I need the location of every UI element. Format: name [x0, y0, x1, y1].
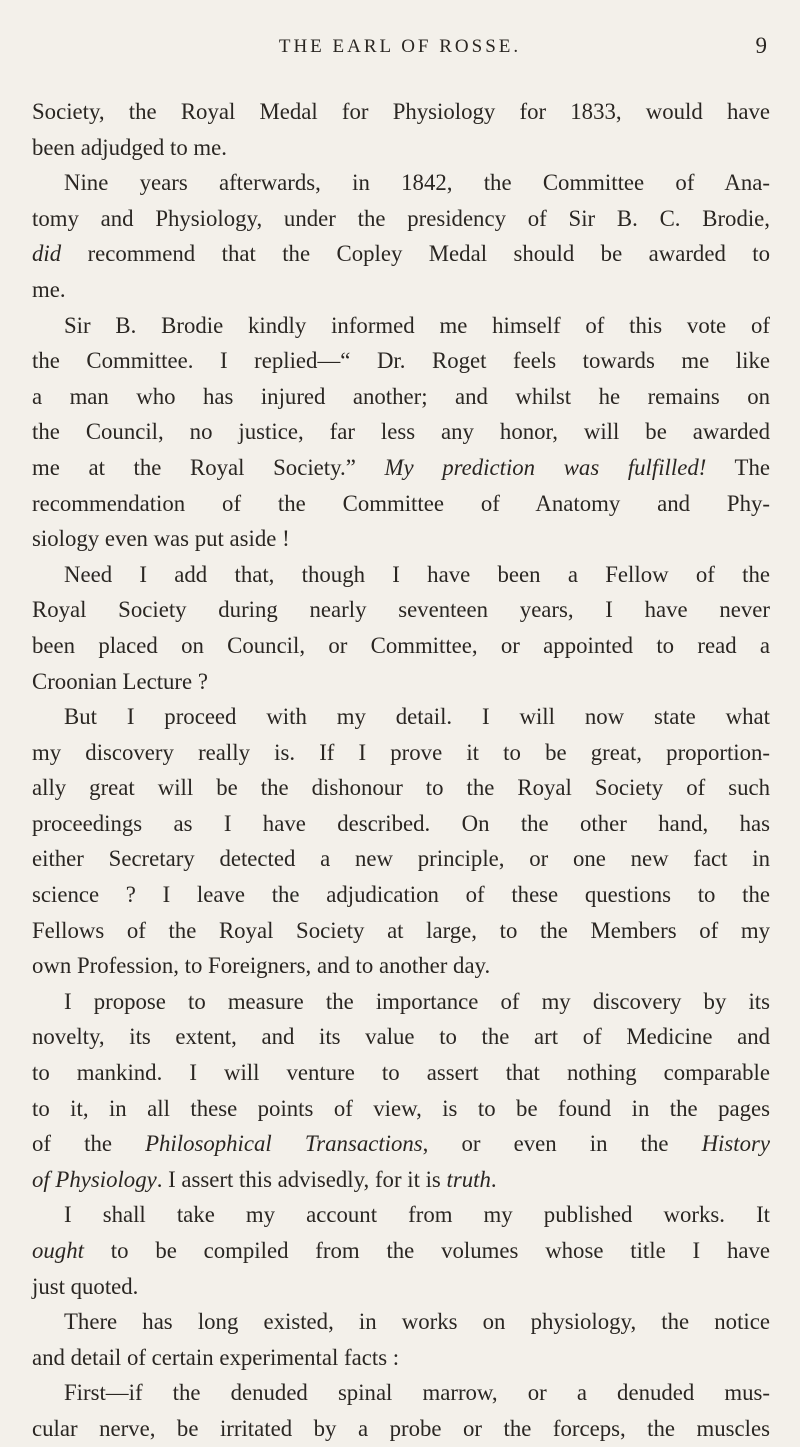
text-segment: just quoted.: [32, 1273, 139, 1299]
text-segment: the Committee. I replied—“ Dr. Roget feels towards me like: [32, 348, 770, 374]
text-line: [32, 806, 770, 842]
italic-text: of Physiology: [32, 1166, 157, 1192]
text-segment: of the: [32, 1131, 146, 1157]
italic-text: truth: [446, 1166, 491, 1192]
text-line: [32, 521, 770, 557]
running-title: THE EARL OF ROSSE.: [278, 36, 522, 57]
text-segment: proceedings as I have described. On the other hand, has: [32, 810, 770, 836]
text-line: [32, 984, 770, 1020]
text-line: [32, 1162, 770, 1198]
text-line: [32, 1411, 770, 1447]
text-line: [32, 1233, 770, 1269]
text-line: [32, 1197, 770, 1233]
text-segment: Fellows of the Royal Society at large, to the Members of my: [32, 917, 770, 943]
text-segment: recommend that the Copley Medal should be awarded to: [61, 241, 770, 267]
text-line: [32, 165, 770, 201]
text-line: [32, 913, 770, 949]
text-segment: But I proceed with my detail. I will now state what: [64, 704, 770, 730]
text-segment: Croonian Lecture ?: [32, 668, 208, 694]
italic-text: My prediction was fulfilled!: [384, 454, 707, 480]
text-segment: cular nerve, be irritated by a probe or the forceps, the muscles: [32, 1415, 770, 1441]
text-line: [32, 1091, 770, 1127]
text-line: [32, 557, 770, 593]
text-segment: ally great will be the dishonour to the Royal Society of such: [32, 775, 770, 801]
text-segment: been adjudged to me.: [32, 134, 227, 160]
text-line: [32, 628, 770, 664]
text-segment: . I assert this advisedly, for it is: [156, 1166, 447, 1192]
italic-text: Philosophical Transactions: [145, 1131, 423, 1157]
text-segment: a man who has injured another; and whilst he remains on: [32, 383, 770, 409]
text-line: [32, 414, 770, 450]
page-number: 9: [755, 33, 767, 58]
text-segment: me.: [32, 276, 66, 302]
text-segment: I propose to measure the importance of my discovery by its: [64, 988, 770, 1014]
page-header: [0, 33, 800, 66]
text-segment: me at the Royal Society.”: [32, 454, 385, 480]
text-line: [32, 1055, 770, 1091]
text-segment: the Council, no justice, far less any honor, will be awarded: [32, 419, 770, 445]
italic-text: ought: [32, 1238, 84, 1263]
text-segment: , or even in the: [422, 1131, 702, 1157]
text-segment: First—if the denuded spinal marrow, or a denuded mus-: [64, 1380, 770, 1406]
text-line: [32, 1269, 770, 1305]
text-segment: Royal Society during nearly seventeen years, I have never: [32, 597, 770, 623]
italic-text: History: [701, 1131, 770, 1157]
text-line: [32, 770, 770, 806]
text-segment: I shall take my account from my published works. It: [64, 1202, 770, 1228]
text-segment: Need I add that, though I have been a Fellow of the: [64, 561, 770, 587]
text-line: [32, 877, 770, 913]
italic-text: did: [32, 241, 62, 267]
text-segment: siology even was put aside !: [32, 526, 290, 552]
text-line: [32, 486, 770, 522]
text-line: [32, 308, 770, 344]
text-line: [32, 94, 770, 130]
text-segment: my discovery really is. If I prove it to be great, proportion-: [32, 739, 770, 765]
text-segment: and detail of certain experimental facts :: [32, 1344, 400, 1370]
text-segment: to it, in all these points of view, is to be found in the pages: [32, 1095, 770, 1121]
text-line: [32, 1375, 770, 1411]
text-line: [32, 236, 770, 272]
text-segment: either Secretary detected a new principle, or one new fact in: [32, 846, 770, 872]
text-line: [32, 841, 770, 877]
text-line: [32, 592, 770, 628]
text-line: [32, 130, 770, 166]
text-segment: own Profession, to Foreigners, and to another day.: [32, 953, 491, 979]
text-segment: to be compiled from the volumes whose title I have: [83, 1238, 770, 1263]
text-line: [32, 450, 770, 486]
text-segment: to mankind. I will venture to assert that nothing comparable: [32, 1060, 770, 1086]
text-line: [32, 379, 770, 415]
text-segment: The: [706, 454, 770, 480]
text-line: [32, 272, 770, 308]
text-segment: Nine years afterwards, in 1842, the Committee of Ana-: [64, 170, 770, 196]
text-segment: Society, the Royal Medal for Physiology for 1833, would have: [32, 99, 770, 124]
text-line: [32, 201, 770, 237]
text-segment: tomy and Physiology, under the presidency of Sir B. C. Brodie,: [32, 205, 770, 231]
text-segment: There has long existed, in works on physiology, the notice: [64, 1309, 770, 1335]
text-segment: been placed on Council, or Committee, or appointed to read a: [32, 632, 770, 658]
text-line: [32, 699, 770, 735]
text-line: [32, 343, 770, 379]
text-line: [32, 948, 770, 984]
text-line: [32, 1304, 770, 1340]
text-line: [32, 664, 770, 700]
body-text: [32, 94, 770, 1447]
text-line: [32, 735, 770, 771]
text-line: [32, 1340, 770, 1376]
text-segment: novelty, its extent, and its value to the art of Medicine and: [32, 1024, 770, 1050]
text-line: [32, 1126, 770, 1162]
text-segment: recommendation of the Committee of Anatomy and Phy-: [32, 490, 770, 516]
text-segment: .: [490, 1166, 497, 1192]
text-line: [32, 1019, 770, 1055]
text-segment: Sir B. Brodie kindly informed me himself of this vote of: [64, 312, 770, 338]
text-segment: science ? I leave the adjudication of these questions to the: [32, 882, 770, 908]
